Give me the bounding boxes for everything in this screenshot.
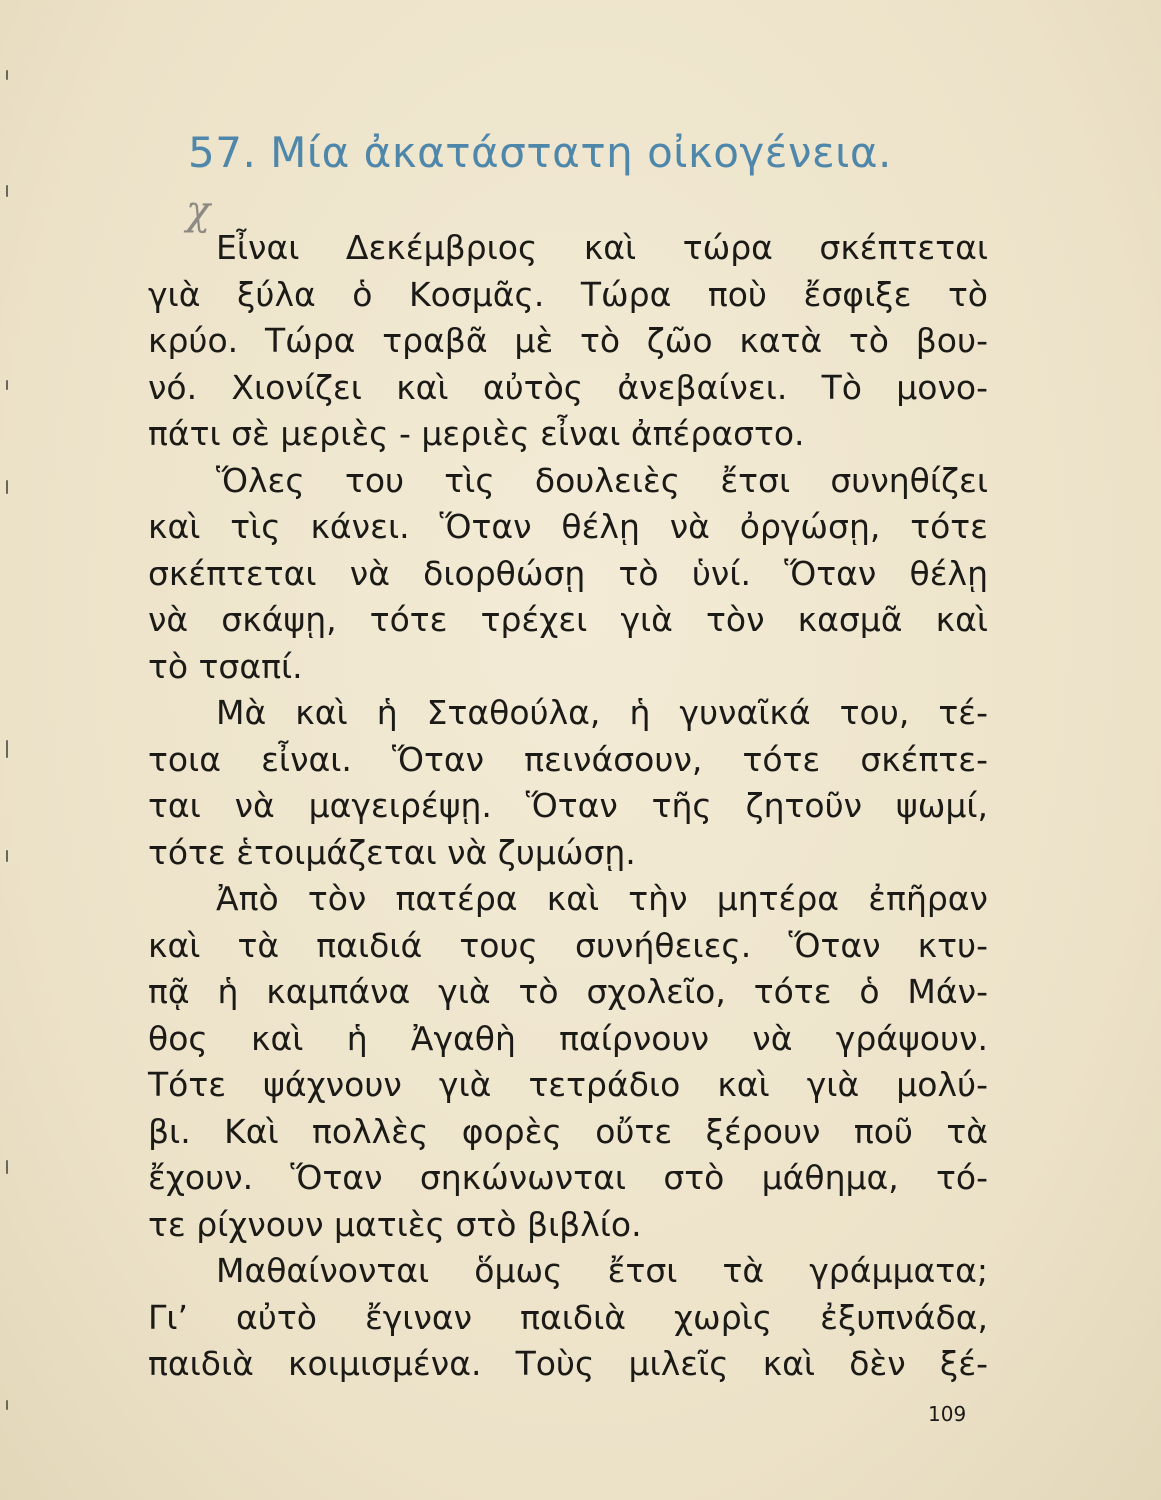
text-line: τοια εἶναι. Ὅταν πεινάσουν, τότε σκέπτε- — [148, 739, 988, 779]
page-number: 109 — [928, 1402, 967, 1426]
chapter-title: 57. Μία ἀκατάστατη οἰκογένεια. — [188, 128, 892, 177]
binding-mark — [6, 850, 8, 862]
text-line: νὰ σκάψῃ, τότε τρέχει γιὰ τὸν κασμᾶ καὶ — [148, 600, 988, 639]
text-line: Ὅλες του τὶς δουλειὲς ἔτσι συνηθίζει — [216, 460, 988, 500]
binding-mark — [6, 70, 8, 80]
body-text — [148, 225, 988, 1388]
binding-mark — [6, 380, 8, 390]
text-line: Τότε ψάχνουν γιὰ τετράδιο καὶ γιὰ μολύ- — [148, 1065, 988, 1104]
binding-mark — [6, 1400, 8, 1410]
text-line: Ἀπὸ τὸν πατέρα καὶ τὴν μητέρα ἐπῆραν — [216, 879, 988, 918]
text-line: σκέπτεται νὰ διορθώσῃ τὸ ὑνί. Ὅταν θέλῃ — [148, 553, 988, 593]
text-line: Μὰ καὶ ἡ Σταθούλα, ἡ γυναῖκά του, τέ- — [216, 693, 988, 732]
text-line: τὸ τσαπί. — [148, 646, 303, 686]
text-line: ἔχουν. Ὅταν σηκώνωνται στὸ μάθημα, τό- — [148, 1158, 988, 1197]
text-line: ται νὰ μαγειρέψῃ. Ὅταν τῆς ζητοῦν ψωμί, — [148, 786, 988, 825]
binding-mark — [6, 1160, 8, 1174]
text-line: τότε ἑτοιμάζεται νὰ ζυμώσῃ. — [148, 832, 636, 872]
text-line: Γι’ αὐτὸ ἔγιναν παιδιὰ χωρὶς ἐξυπνάδα, — [148, 1297, 988, 1337]
text-line: τε ρίχνουν ματιὲς στὸ βιβλίο. — [148, 1204, 642, 1244]
text-line: καὶ τὶς κάνει. Ὅταν θέλῃ νὰ ὀργώσῃ, τότε — [148, 507, 988, 546]
text-line: νό. Χιονίζει καὶ αὐτὸς ἀνεβαίνει. Τὸ μονο- — [148, 367, 988, 407]
text-line: καὶ τὰ παιδιά τους συνήθειες. Ὅταν κτυ- — [148, 925, 988, 965]
binding-mark — [6, 185, 8, 197]
text-line: θος καὶ ἡ Ἀγαθὴ παίρνουν νὰ γράψουν. — [148, 1018, 988, 1058]
binding-mark — [6, 480, 8, 494]
text-line: Μαθαίνονται ὅμως ἔτσι τὰ γράμματα; — [216, 1251, 988, 1290]
text-line: παιδιὰ κοιμισμένα. Τοὺς μιλεῖς καὶ δὲν ξέ- — [148, 1344, 988, 1383]
binding-mark — [6, 740, 8, 758]
text-line: βι. Καὶ πολλὲς φορὲς οὔτε ξέρουν ποῦ τὰ — [148, 1111, 988, 1151]
text-line: Εἶναι Δεκέμβριος καὶ τώρα σκέπτεται — [216, 228, 988, 267]
text-line: κρύο. Τώρα τραβᾶ μὲ τὸ ζῶο κατὰ τὸ βου- — [148, 321, 988, 360]
text-line: πάτι σὲ μεριὲς - μεριὲς εἶναι ἀπέραστο. — [148, 414, 805, 453]
pencil-annotation: χ — [186, 188, 211, 234]
text-line: γιὰ ξύλα ὁ Κοσμᾶς. Τώρα ποὺ ἔσφιξε τὸ — [148, 274, 988, 314]
text-line: πᾷ ἡ καμπάνα γιὰ τὸ σχολεῖο, τότε ὁ Μάν- — [148, 972, 988, 1011]
